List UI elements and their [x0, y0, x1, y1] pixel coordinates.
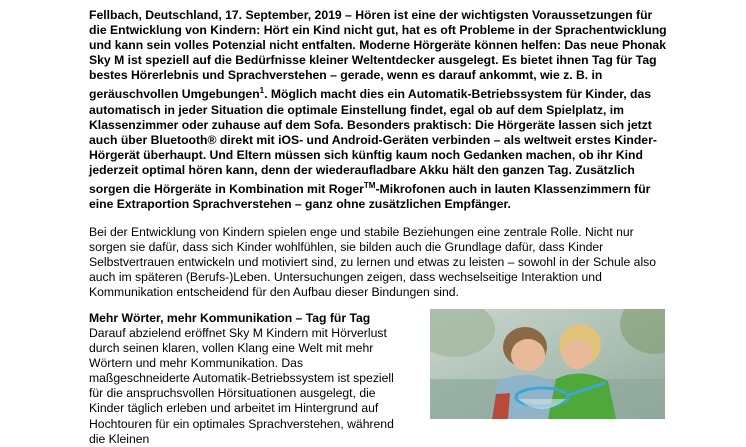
boy-face	[511, 339, 545, 371]
body-paragraph-sky-m: Darauf abzielend eröffnet Sky M Kindern mit Hörverlust durch seinen klaren, vollen Klang eine Welt mit mehr Wörtern und mehr Kommunikation. Das maßgeschneiderte Automatik-Betriebssystem ist speziell für die anspruchsvollen Hörsituationen ausgelegt, die Kinder täglich erleben und arbeitet im Hintergrund auf Hochtouren für ein optimales Sprachverstehen, während die Kleinen	[89, 326, 394, 446]
lead-text-part3: -Mikrofonen auch in lauten Klassenzimmern für eine Extraportion Sprachverstehen – ganz ohne zusätzlichen Empfänger.	[89, 182, 651, 212]
children-fishing-photo	[430, 309, 665, 419]
girl-face	[562, 339, 592, 369]
photo-illustration	[430, 309, 665, 419]
trademark-marker: TM	[363, 181, 376, 191]
lead-paragraph	[89, 8, 669, 212]
section-subheading: Mehr Wörter, mehr Kommunikation – Tag für Tag	[89, 311, 371, 325]
lead-text-part2: . Möglich macht dies ein Automatik-Betriebssystem für Kinder, das automatisch in jeder Situation die optimale Einstellung findet, egal ob auf dem Spielplatz, im Klassenzimmer oder zuhause auf dem Sofa. Besonders praktisch: Die Hörgeräte lassen sich jetzt auch über Bluetooth® direkt mit iOS- und Android-Geräten verbinden – als weltweit erstes Kinder-Hörgerät überhaupt. Und Eltern müssen sich künftig kaum noch Gedanken machen, ob ihr Kind jederzeit optimal hören kann, denn der wiederaufladbare Akku hält den ganzen Tag. Zusätzlich sorgen die Hörgeräte in Kombination mit Roger	[89, 87, 657, 197]
body-paragraph-relationships: Bei der Entwicklung von Kindern spielen enge und stabile Beziehungen eine zentrale Rolle. Nicht nur sorgen sie dafür, dass sich Kinder wohlfühlen, sie bilden auch die Grundlage dafür, dass Kinder Selbstvertrauen entwickeln und motiviert sind, zu lernen und etwas zu leisten – sowohl in der Schule also auch im späteren (Berufs-)Leben. Untersuchungen zeigen, dass wechselseitige Interaktion und Kommunikation entscheidend für den Aufbau dieser Bindungen sind.	[89, 225, 657, 300]
lead-text-part1: Fellbach, Deutschland, 17. September, 2019 – Hören ist eine der wichtigsten Voraussetzungen für die Entwicklung von Kindern: Hört ein Kind nicht gut, hat es oft Probleme in der Sprachentwicklung und kann sein volles Potenzial nicht entfalten. Moderne Hörgeräte können helfen: Das neue Phonak Sky M ist speziell auf die Bedürfnisse kleiner Weltentdecker ausgelegt. Es bietet ihnen Tag für Tag bestes Hörerlebnis und Sprachverstehen – gerade, wenn es darauf ankommt, wie z. B. in geräuschvollen Umgebungen	[89, 8, 667, 102]
lead-footnote-marker: 1	[259, 86, 265, 96]
girl-shirt	[548, 373, 616, 419]
